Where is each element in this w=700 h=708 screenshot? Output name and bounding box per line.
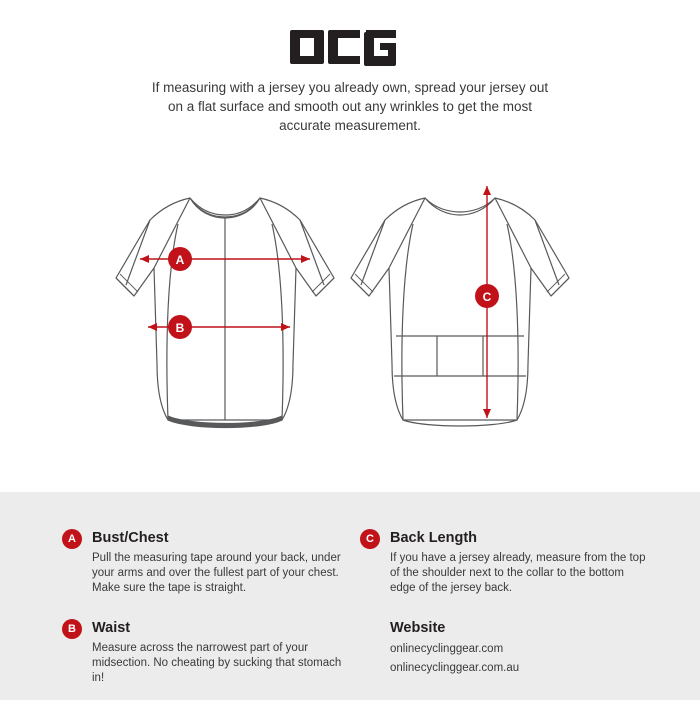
legend-text-back-length: If you have a jersey already, measure from the top of the shoulder next to the collar to the bottom edge of the jersey back.: [390, 552, 646, 594]
intro-text: If measuring with a jersey you already own, spread your jersey out on a flat surface and smooth out any wrinkles to get the most accurate measurement.: [151, 80, 549, 133]
legend-title-website: Website: [390, 620, 446, 636]
legend-title-bust-chest: Bust/Chest: [92, 530, 169, 546]
legend-entry-website: [360, 618, 650, 676]
ocg-logo-icon: [290, 24, 410, 70]
marker-c-badge: [475, 284, 499, 308]
svg-text:C: C: [482, 290, 492, 304]
legend-entry-waist: [62, 618, 352, 686]
legend-marker-b: B: [62, 619, 82, 639]
jersey-back-view: [351, 198, 569, 426]
legend-title-waist: Waist: [92, 620, 131, 636]
legend-marker-a: A: [62, 529, 82, 549]
website-link-com-au[interactable]: onlinecyclinggear.com.au: [390, 662, 520, 674]
legend-panel: [0, 492, 700, 700]
brand-logo: [0, 24, 700, 70]
svg-text:A: A: [175, 253, 185, 267]
jersey-diagram: [0, 168, 700, 488]
marker-b-badge: [168, 315, 192, 339]
legend-column-left: [62, 528, 352, 708]
legend-title-back-length: Back Length: [390, 530, 478, 546]
legend-text-waist: Measure across the narrowest part of your midsection. No cheating by sucking that stomach in!: [92, 642, 342, 684]
svg-text:B: B: [175, 321, 185, 335]
marker-a-badge: [168, 247, 192, 271]
website-link-com[interactable]: onlinecyclinggear.com: [390, 643, 504, 655]
jersey-front-view: [116, 198, 334, 428]
legend-entry-back-length: [360, 528, 650, 596]
legend-entry-bust-chest: [62, 528, 352, 596]
legend-column-right: [360, 528, 650, 698]
legend-marker-c: C: [360, 529, 380, 549]
legend-text-bust-chest: Pull the measuring tape around your back, under your arms and over the fullest part of your chest. Make sure the tape is straight.: [92, 552, 341, 594]
